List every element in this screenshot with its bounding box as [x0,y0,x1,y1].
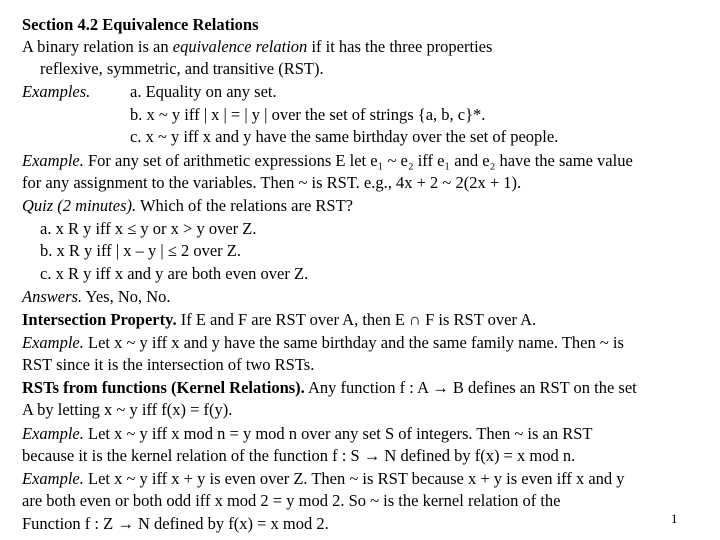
example-mod-line-1 [22,423,593,445]
example-even-line-2: are both even or both odd iff x mod 2 = y mod 2. So ~ is the kernel relation of the [22,491,561,510]
example-expr-text-1: For any set of arithmetic expressions E let e₁ ~ e₂ iff e₁ and e₂ have the same value [83,151,633,170]
kernel-line-2: A by letting x ~ y iff f(x) = f(y). [22,400,233,419]
example-even-text-1: Let x ~ y iff x + y is even over Z. Then ~ is RST because x + y is even iff x and y [83,469,625,488]
answers-line [22,286,171,308]
quiz-line [22,195,353,217]
intersection-label: Intersection Property. [22,310,177,329]
example-b: b. x ~ y iff | x | = | y | over the set of strings {a, b, c}*. [130,105,486,124]
quiz-b: b. x R y iff | x – y | ≤ 2 over Z. [40,241,241,260]
quiz-c: c. x R y iff x and y are both even over Z. [40,264,309,283]
intro-line-2: reflexive, symmetric, and transitive (RST). [40,59,324,78]
example-family-line-1 [22,332,624,354]
quiz-question: Which of the relations are RST? [136,196,354,215]
example-even-line-1 [22,468,625,490]
intro-suffix: if it has the three properties [307,37,493,56]
example-even-line-3: Function f : Z → N defined by f(x) = x mod 2. [22,514,329,533]
kernel-text-1: Any function f : A → B defines an RST on the set [304,378,637,397]
example-expr-label: Example. [22,151,84,170]
example-c: c. x ~ y iff x and y have the same birthday over the set of people. [130,127,559,146]
answers-label: Answers. [22,287,83,306]
quiz-a: a. x R y iff x ≤ y or x > y over Z. [40,219,257,238]
example-mod-text-1: Let x ~ y iff x mod n = y mod n over any set S of integers. Then ~ is an RST [83,424,593,443]
intro-term: equivalence relation [172,37,308,56]
example-a: a. Equality on any set. [130,82,277,101]
intersection-text: If E and F are RST over A, then E ∩ F is RST over A. [176,310,537,329]
quiz-label: Quiz (2 minutes). [22,196,137,215]
example-family-label: Example. [22,333,84,352]
slide-title: Section 4.2 Equivalence Relations [22,15,259,34]
example-family-line-2: RST since it is the intersection of two RSTs. [22,355,315,374]
intro-line-1 [22,36,492,58]
intersection-line [22,309,536,331]
example-family-text-1: Let x ~ y iff x and y have the same birthday and the same family name. Then ~ is [83,333,624,352]
example-even-label: Example. [22,469,84,488]
example-mod-label: Example. [22,424,84,443]
example-mod-line-2: because it is the kernel relation of the function f : S → N defined by f(x) = x mod n. [22,446,576,465]
examples-label: Examples. [22,82,91,101]
answers-text: Yes, No, No. [82,287,171,306]
kernel-label: RSTs from functions (Kernel Relations). [22,378,305,397]
example-expr-line-1 [22,150,633,172]
page-number: 1 [671,511,678,526]
intro-prefix: A binary relation is an [22,37,173,56]
kernel-line-1 [22,377,637,399]
example-expr-line-2: for any assignment to the variables. Then ~ is RST. e.g., 4x + 2 ~ 2(2x + 1). [22,173,522,192]
examples-line-a [22,81,277,103]
